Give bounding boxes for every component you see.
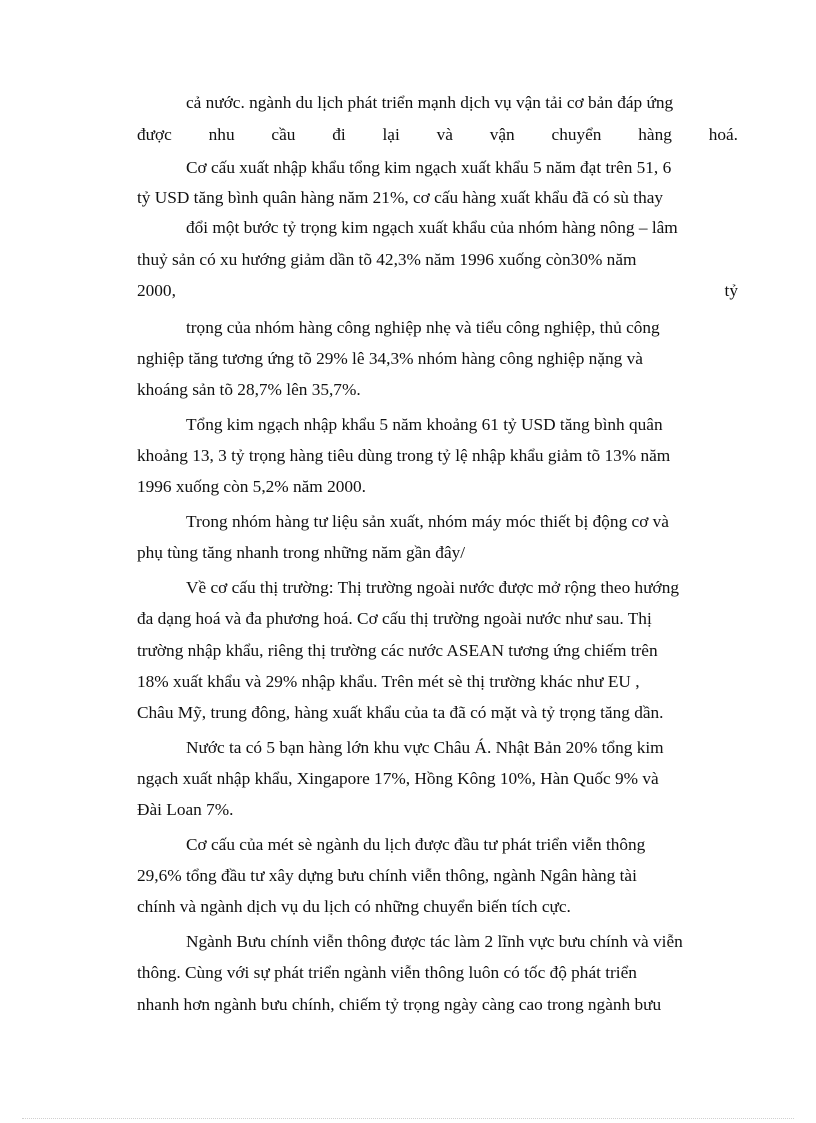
word: chuyển [551,125,602,144]
text-line: khoảng 13, 3 tỷ trọng hàng tiêu dùng trong tỷ lệ nhập khẩu giảm tõ 13% năm [137,446,671,465]
text-line: 29,6% tổng đầu tư xây dựng bưu chính viễn thông, ngành Ngân hàng tài [137,866,637,885]
text-line: Châu Mỹ, trung đông, hàng xuất khẩu của ta đã có mặt và tỷ trọng tăng dần. [137,703,664,722]
text-line: 18% xuất khẩu và 29% nhập khẩu. Trên mét sè thị trường khác như EU , [137,672,640,691]
text-line: trọng của nhóm hàng công nghiệp nhẹ và tiểu công nghiệp, thủ công [186,318,660,337]
text-line: Ngành Bưu chính viễn thông được tác làm 2 lĩnh vực bưu chính và viễn [186,932,683,951]
text-line: cả nước. ngành du lịch phát triển mạnh dịch vụ vận tải cơ bản đáp ứng [186,93,674,112]
word: vận [489,125,515,144]
text-line: nghiệp tăng tương ứng tõ 29% lê 34,3% nhóm hàng công nghiệp nặng và [137,349,643,368]
word: 2000, [137,281,176,300]
text-line: Tổng kim ngạch nhập khẩu 5 năm khoảng 61 tỷ USD tăng bình quân [186,415,663,434]
text-line: Trong nhóm hàng tư liệu sản xuất, nhóm máy móc thiết bị động cơ và [186,512,669,531]
text-line: ngạch xuất nhập khẩu, Xingapore 17%, Hồng Kông 10%, Hàn Quốc 9% và [137,769,659,788]
word: lại [382,125,400,144]
text-line: Cơ cấu xuất nhập khẩu tổng kim ngạch xuất khẩu 5 năm đạt trên 51, 6 [186,158,672,177]
text-line: Cơ cấu của mét sè ngành du lịch được đầu tư phát triển viễn thông [186,835,646,854]
word: tỷ [724,281,738,300]
word: và [436,125,453,144]
text-line: 1996 xuống còn 5,2% năm 2000. [137,477,366,496]
word: đi [332,125,346,144]
text-line: thông. Cùng với sự phát triển ngành viễn thông luôn có tốc độ phát triển [137,963,637,982]
text-line: nhanh hơn ngành bưu chính, chiếm tỷ trọng ngày càng cao trong ngành bưu [137,995,662,1014]
word: nhu [208,125,235,144]
text-line: chính và ngành dịch vụ du lịch có những chuyển biến tích cực. [137,897,571,916]
text-line: Về cơ cấu thị trường: Thị trường ngoài nước được mở rộng theo hướng [186,578,679,597]
text-line [137,125,738,145]
text-line: trường nhập khẩu, riêng thị trường các nước ASEAN tương ứng chiếm trên [137,641,658,660]
page-divider [22,1118,794,1119]
text-line: khoáng sản tõ 28,7% lên 35,7%. [137,380,361,399]
text-line: phụ tùng tăng nhanh trong những năm gần đây/ [137,543,466,562]
word: được [137,125,172,144]
text-line: Đài Loan 7%. [137,800,234,819]
text-line: đổi một bước tỷ trọng kim ngạch xuất khẩu của nhóm hàng nông – lâm [186,218,678,237]
text-line: đa dạng hoá và đa phương hoá. Cơ cấu thị trường ngoài nước như sau. Thị [137,609,652,628]
word: hoá. [708,125,738,144]
text-line: tỷ USD tăng bình quân hàng năm 21%, cơ cấu hàng xuất khẩu đã có sù thay [137,188,664,207]
text-line: thuỷ sản có xu hướng giảm dần tõ 42,3% năm 1996 xuống còn30% năm [137,250,637,269]
text-line [137,281,738,301]
word: hàng [638,125,672,144]
text-line: Nước ta có 5 bạn hàng lớn khu vực Châu Á. Nhật Bản 20% tổng kim [186,738,664,757]
word: cầu [271,125,296,144]
